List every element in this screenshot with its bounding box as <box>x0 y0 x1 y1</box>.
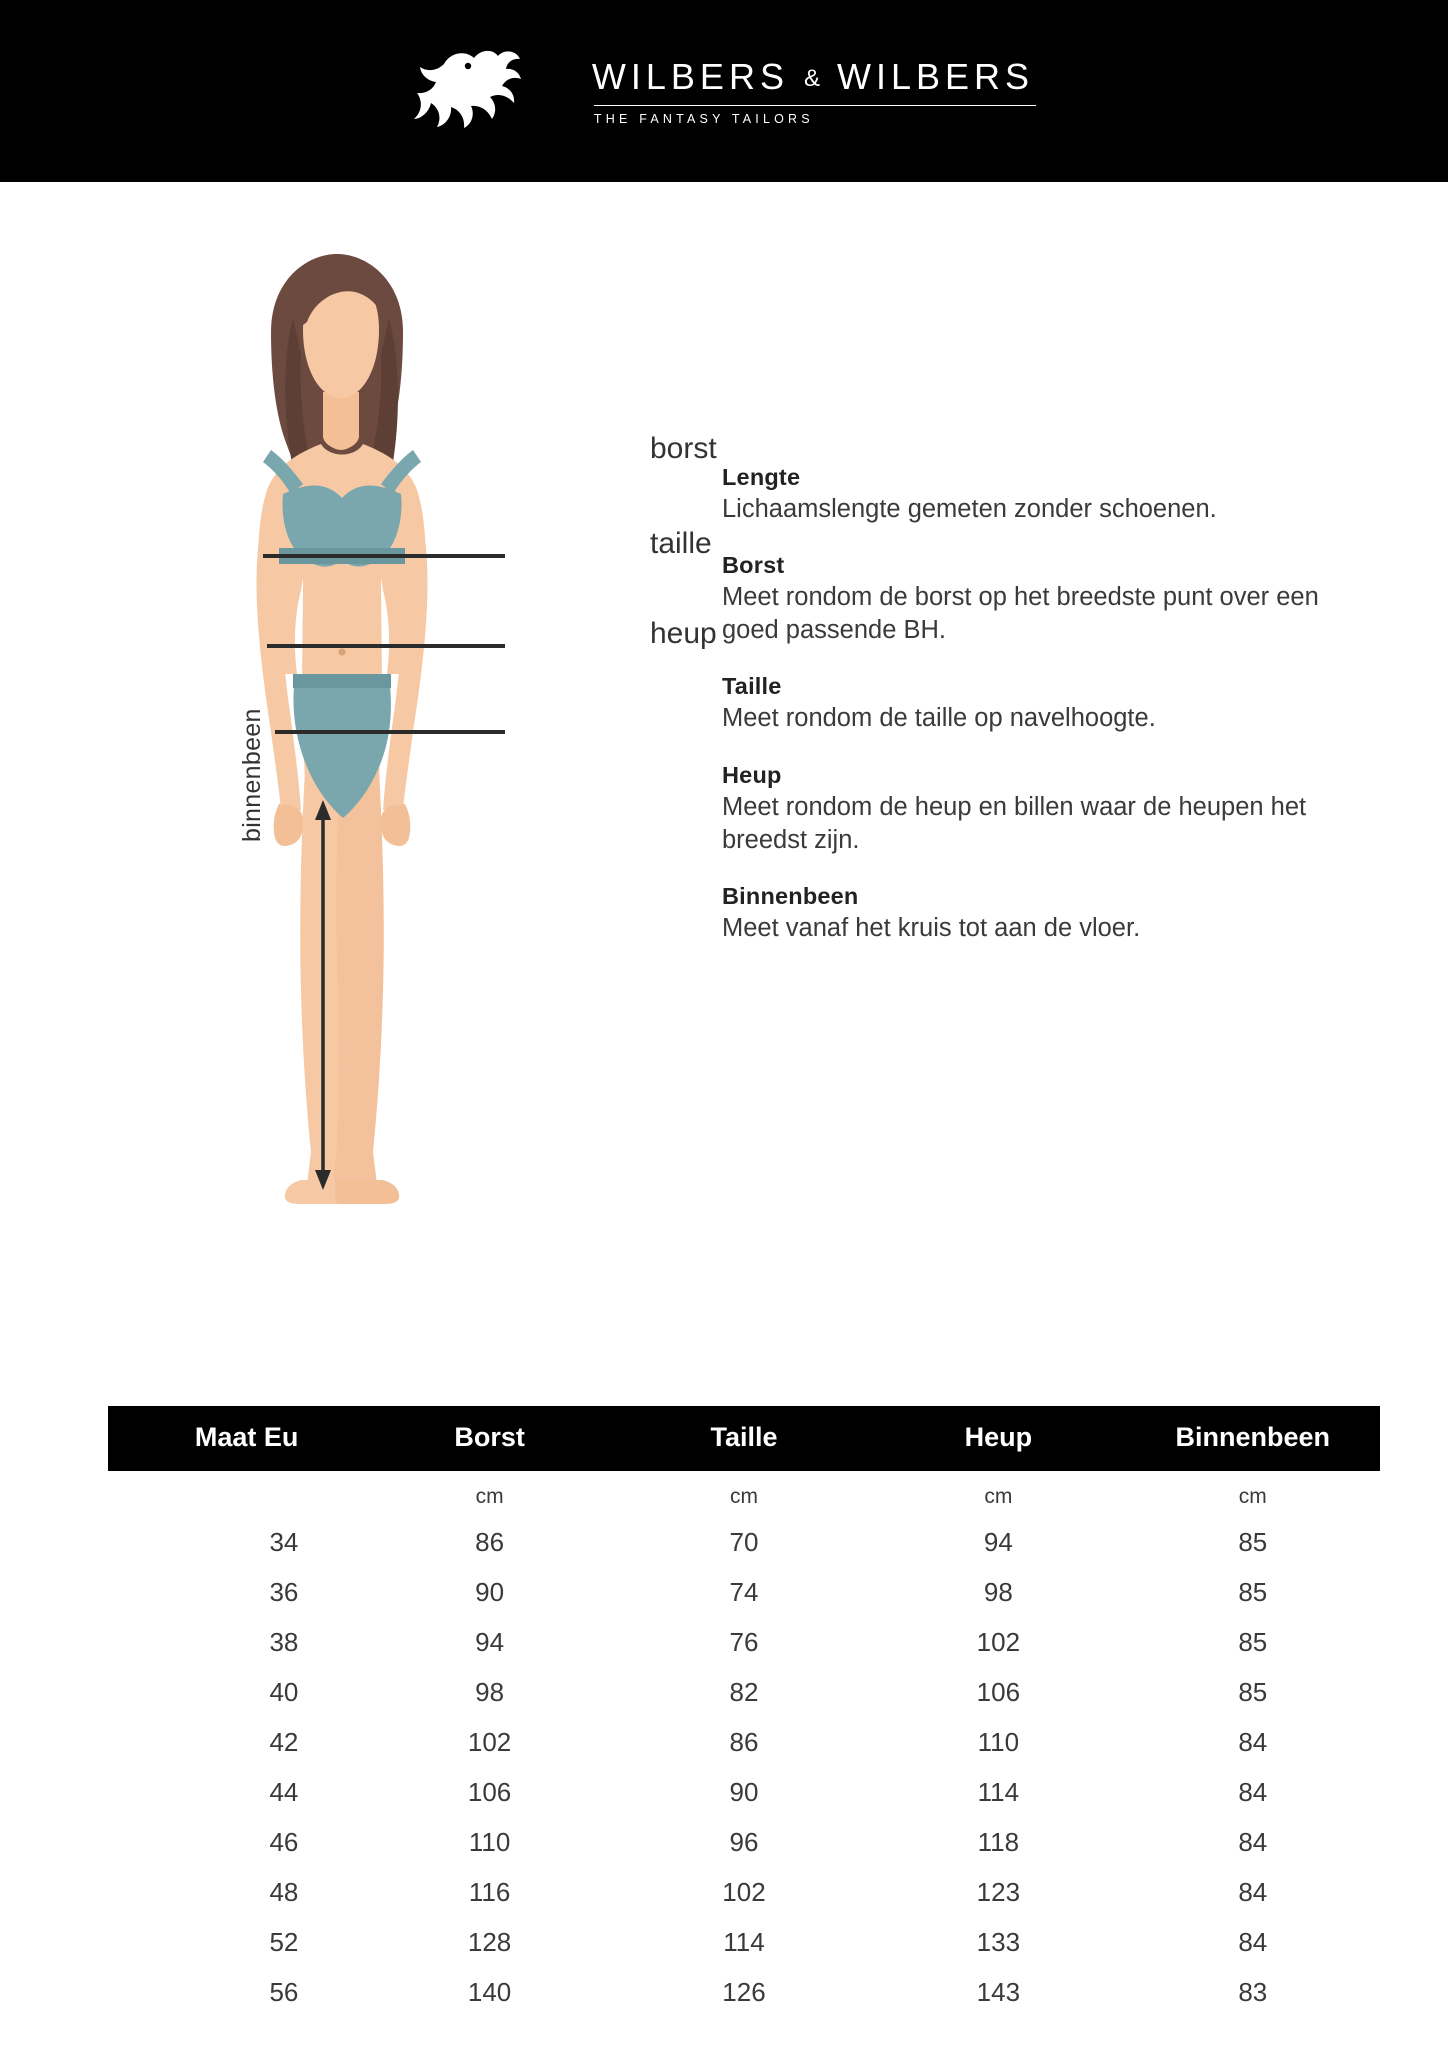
instruction-title: Borst <box>722 552 785 579</box>
cell-size: 38 <box>269 1626 299 1657</box>
cell-size: 42 <box>269 1726 299 1757</box>
cell-hip: 110 <box>977 1726 1020 1757</box>
size-table-wrapper <box>108 1406 1380 2017</box>
right-leg <box>333 770 384 1184</box>
navel <box>339 649 346 656</box>
cell-inseam: 83 <box>1238 1976 1268 2007</box>
instruction-title: Lengte <box>722 464 801 490</box>
column-header-size: Maat Eu <box>108 1406 362 1471</box>
cell-bust: 106 <box>467 1776 512 1807</box>
cell-inseam: 85 <box>1238 1626 1268 1657</box>
cell-bust: 90 <box>475 1576 505 1607</box>
table-row <box>108 1967 1380 2017</box>
size-table-body <box>108 1471 1380 2017</box>
figure-label-inseam: binnenbeen <box>238 708 266 842</box>
column-header-inseam: Binnenbeen <box>1126 1406 1380 1471</box>
figure-label-hip: heup <box>650 617 717 650</box>
instruction-block-binnenbeen <box>722 883 1372 945</box>
cell-hip: 143 <box>976 1976 1021 2007</box>
cell-inseam: 85 <box>1238 1526 1268 1557</box>
table-row <box>108 1667 1380 1717</box>
cell-hip: 114 <box>977 1776 1020 1807</box>
cell-waist: 74 <box>729 1576 759 1607</box>
instruction-title: Binnenbeen <box>722 882 859 909</box>
column-header-bust: Borst <box>362 1406 616 1471</box>
table-row <box>108 1717 1380 1767</box>
table-row <box>108 1817 1380 1867</box>
cell-inseam: 84 <box>1238 1726 1268 1757</box>
table-row <box>108 1917 1380 1967</box>
measurement-instructions <box>722 464 1372 945</box>
cell-hip: 106 <box>976 1676 1021 1707</box>
table-units-row <box>108 1471 1380 1517</box>
cell-bust: 86 <box>475 1526 505 1557</box>
briefs-band <box>293 674 391 688</box>
cell-size: 36 <box>269 1576 299 1607</box>
cell-hip: 133 <box>976 1926 1021 1957</box>
cell-bust: 94 <box>475 1626 505 1657</box>
right-hand <box>381 804 411 846</box>
cell-hip: 94 <box>983 1526 1013 1557</box>
cell-waist: 114 <box>723 1926 765 1957</box>
neck-shape <box>323 392 359 450</box>
brand-divider <box>594 105 1036 106</box>
cell-size: 46 <box>269 1826 299 1857</box>
table-header-row <box>108 1406 1380 1471</box>
cell-size: 52 <box>269 1926 299 1957</box>
instruction-block-lengte <box>722 464 1372 526</box>
cell-inseam: 84 <box>1238 1826 1268 1857</box>
column-header-hip: Heup <box>871 1406 1125 1471</box>
cell-bust: 128 <box>467 1926 512 1957</box>
cell-size: 40 <box>269 1676 299 1707</box>
instruction-text: Meet rondom de borst op het breedste punt over een goed passende BH. <box>722 583 1319 645</box>
cell-waist: 126 <box>722 1976 766 2007</box>
unit-cell <box>108 1471 362 1517</box>
cell-waist: 82 <box>729 1676 759 1707</box>
column-header-waist: Taille <box>617 1406 871 1471</box>
cell-inseam: 84 <box>1238 1876 1268 1907</box>
instruction-title: Taille <box>722 673 782 700</box>
cell-size: 44 <box>269 1776 299 1807</box>
size-table-head <box>108 1406 1380 1471</box>
cell-inseam: 84 <box>1238 1926 1268 1957</box>
brand-wordmark <box>592 56 1034 126</box>
brand-name-part2: WILBERS <box>837 56 1035 97</box>
instruction-block-taille <box>722 673 1372 735</box>
cell-waist: 96 <box>729 1826 759 1857</box>
left-hand <box>274 804 304 846</box>
unit-cell: cm <box>475 1485 504 1508</box>
cell-bust: 140 <box>467 1976 512 2007</box>
brand-ampersand: & <box>803 65 822 92</box>
instruction-text: Meet vanaf het kruis tot aan de vloer. <box>722 913 1141 942</box>
instruction-title: Heup <box>722 761 782 788</box>
cell-hip: 123 <box>976 1876 1021 1907</box>
table-row <box>108 1517 1380 1567</box>
page-header <box>0 0 1448 182</box>
table-row <box>108 1767 1380 1817</box>
brand-logo <box>414 46 1034 136</box>
table-row <box>108 1867 1380 1917</box>
instruction-text: Meet rondom de heup en billen waar de heupen het breedst zijn. <box>722 792 1307 854</box>
table-row <box>108 1567 1380 1617</box>
unit-cell: cm <box>1238 1485 1267 1508</box>
size-table <box>108 1406 1380 2017</box>
right-foot <box>335 1180 399 1204</box>
instruction-text: Lichaamslengte gemeten zonder schoenen. <box>722 495 1217 523</box>
cell-inseam: 85 <box>1238 1676 1268 1707</box>
body-measurement-figure <box>175 222 717 1222</box>
cell-size: 34 <box>269 1526 299 1557</box>
instruction-text: Meet rondom de taille op navelhoogte. <box>722 704 1156 733</box>
figure-label-bust: borst <box>650 432 717 465</box>
jester-horse-logo-icon <box>414 46 574 136</box>
cell-bust: 98 <box>475 1676 505 1707</box>
cell-hip: 102 <box>976 1626 1021 1657</box>
cell-waist: 86 <box>729 1726 759 1757</box>
unit-cell: cm <box>729 1485 758 1508</box>
cell-size: 56 <box>269 1976 299 2007</box>
cell-inseam: 85 <box>1238 1576 1268 1607</box>
brand-tagline: THE FANTASY TAILORS <box>593 112 814 126</box>
cell-waist: 76 <box>729 1626 759 1657</box>
instruction-block-borst <box>722 552 1372 647</box>
cell-waist: 90 <box>729 1776 759 1807</box>
cell-inseam: 84 <box>1238 1776 1268 1807</box>
cell-waist: 102 <box>722 1876 766 1907</box>
cell-hip: 98 <box>983 1576 1013 1607</box>
cell-hip: 118 <box>977 1826 1020 1857</box>
table-row <box>108 1617 1380 1667</box>
cell-bust: 110 <box>468 1826 511 1857</box>
cell-bust: 102 <box>467 1726 512 1757</box>
cell-bust: 116 <box>468 1876 511 1907</box>
figure-label-waist: taille <box>650 527 712 560</box>
brand-name-part1: WILBERS <box>591 56 789 97</box>
unit-cell: cm <box>984 1485 1013 1508</box>
cell-waist: 70 <box>729 1526 759 1557</box>
instruction-block-heup <box>722 762 1372 857</box>
cell-size: 48 <box>269 1876 299 1907</box>
